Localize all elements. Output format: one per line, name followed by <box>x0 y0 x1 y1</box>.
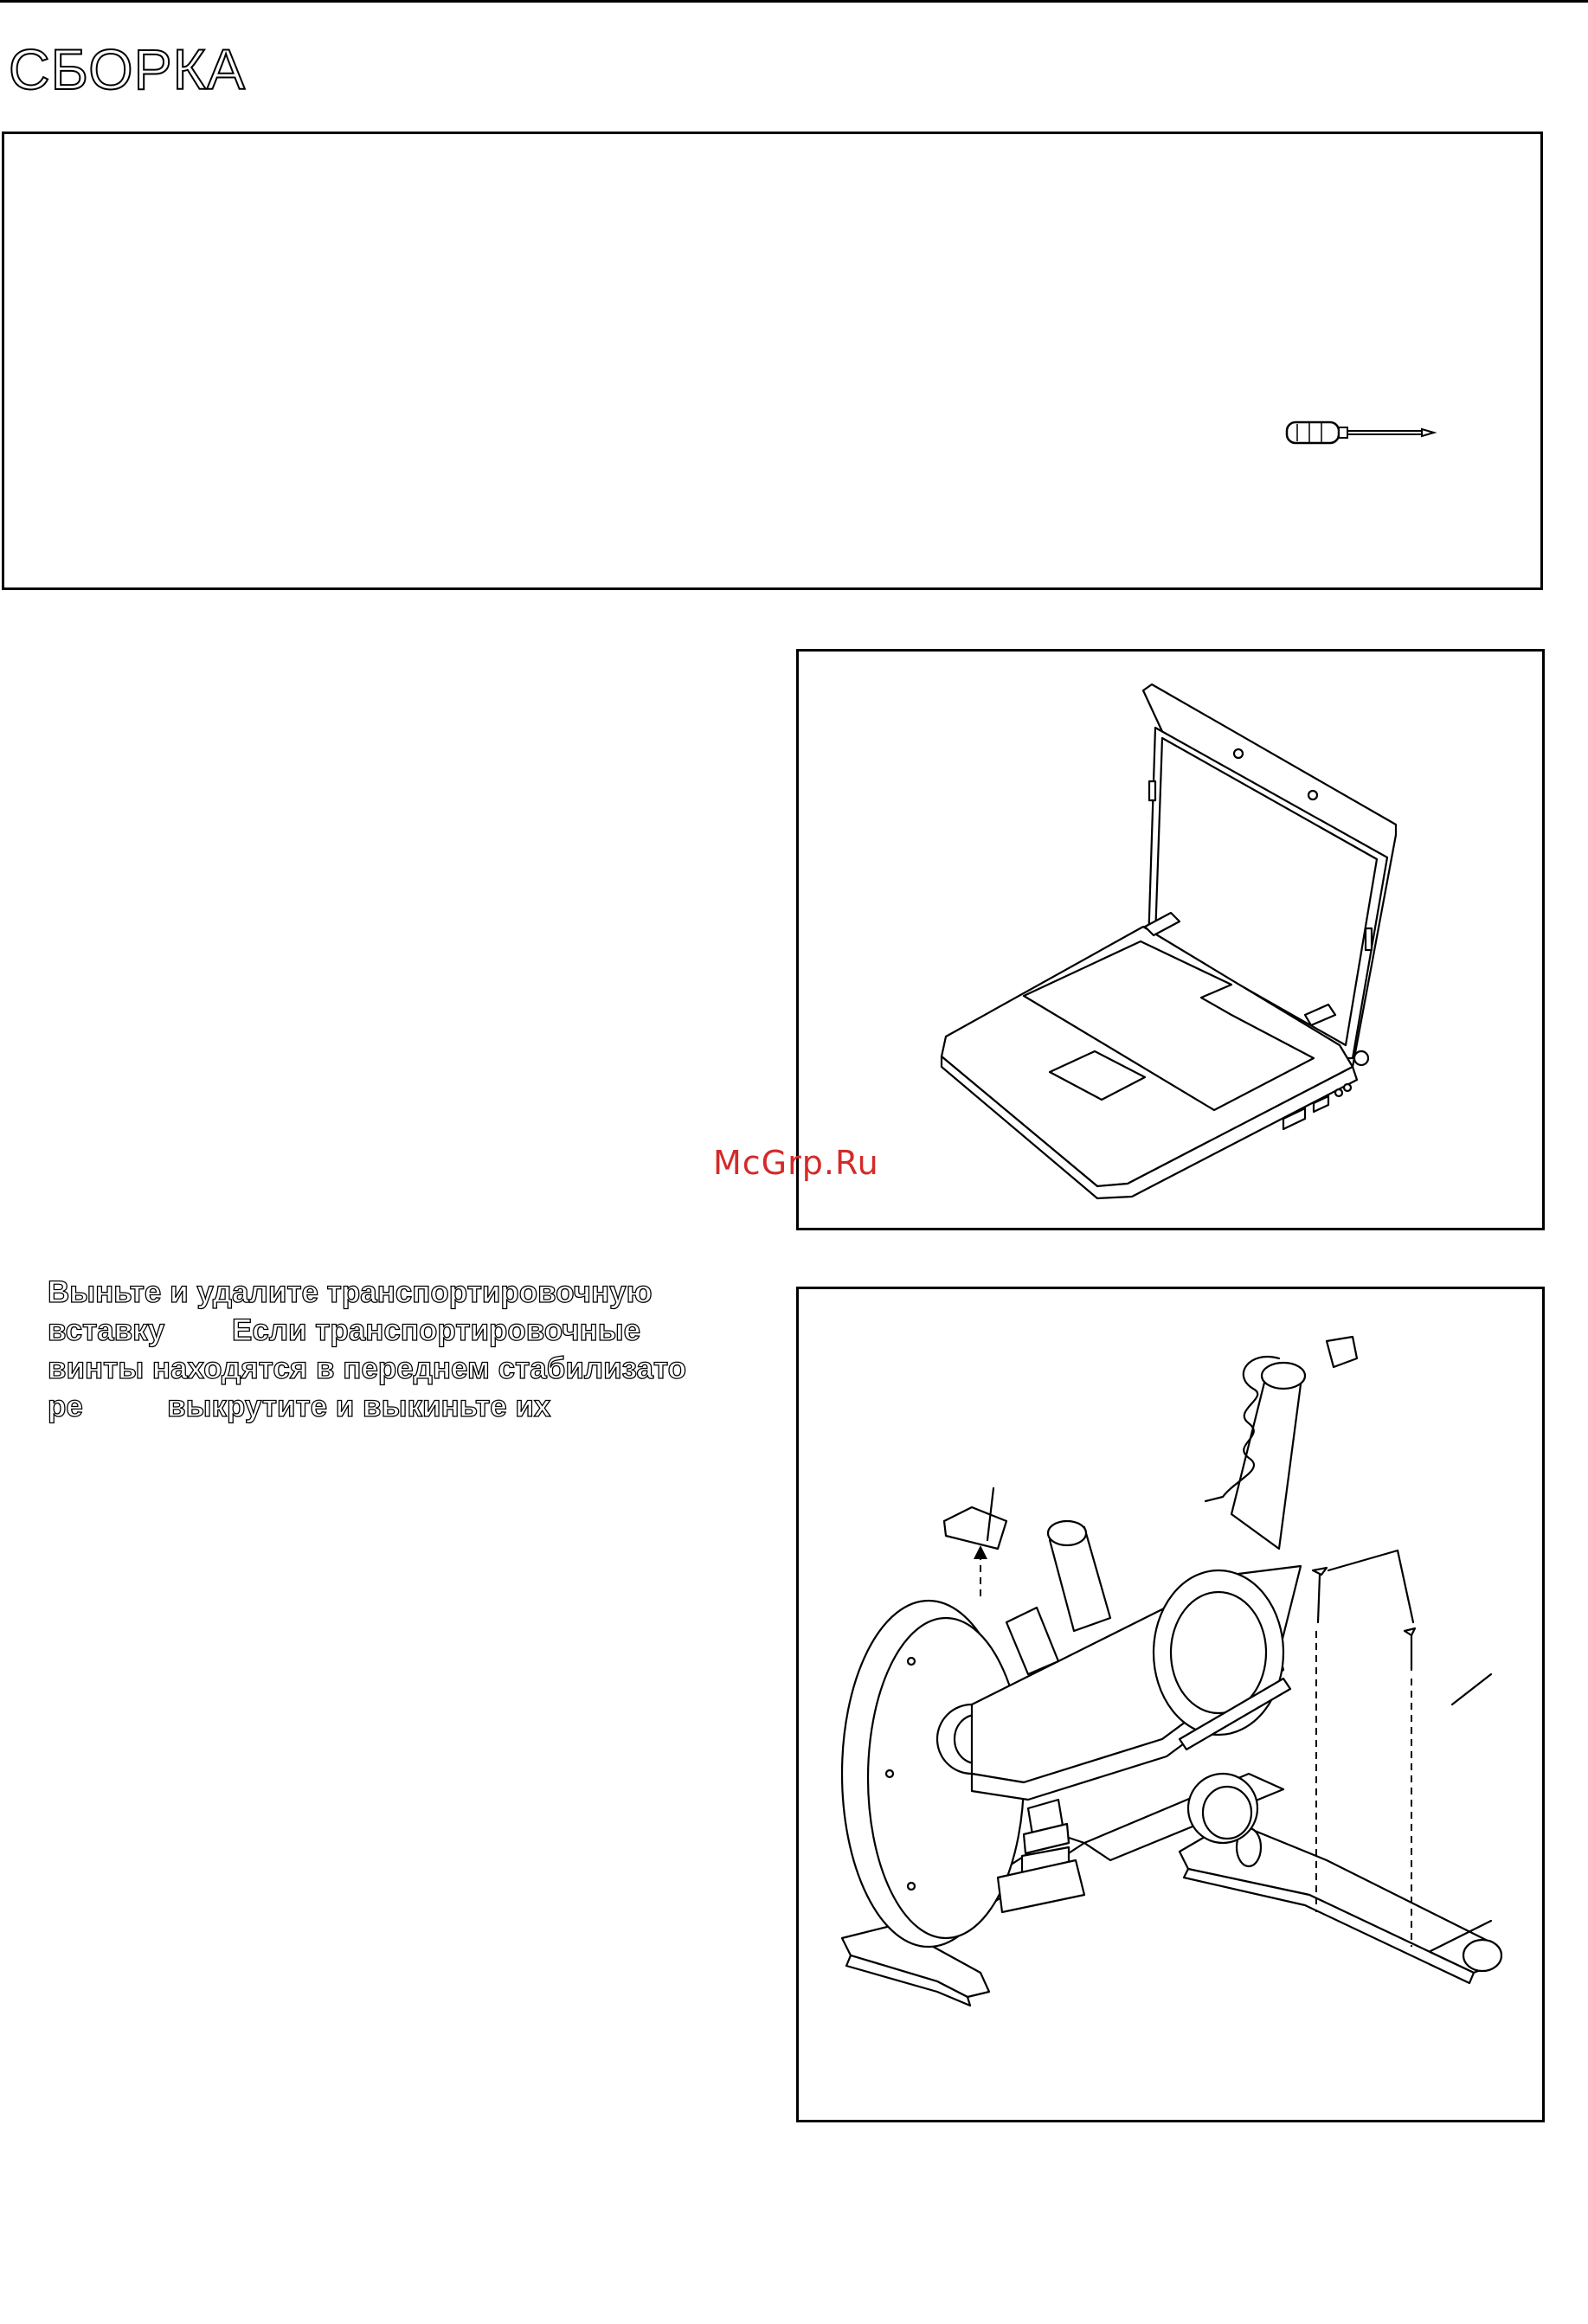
bike-figure <box>796 1287 1545 2122</box>
laptop-figure <box>796 649 1545 1230</box>
step-line: вставку Если транспортировочные <box>48 1313 641 1347</box>
screwdriver-icon <box>1285 415 1441 450</box>
step-line: винты находятся в переднем стабилизато <box>48 1351 687 1385</box>
step-line: ре выкрутите и выкиньте их <box>48 1390 551 1423</box>
top-rule <box>0 0 1588 3</box>
laptop-illustration <box>799 652 1542 1228</box>
exercise-bike-illustration <box>799 1289 1542 2120</box>
step-instructions <box>48 1274 723 1426</box>
page-title: СБОРКА <box>9 37 247 101</box>
step-line: Выньте и удалите транспортировочную <box>48 1275 653 1309</box>
watermark: McGrp.Ru <box>713 1144 879 1182</box>
intro-box <box>2 132 1543 590</box>
